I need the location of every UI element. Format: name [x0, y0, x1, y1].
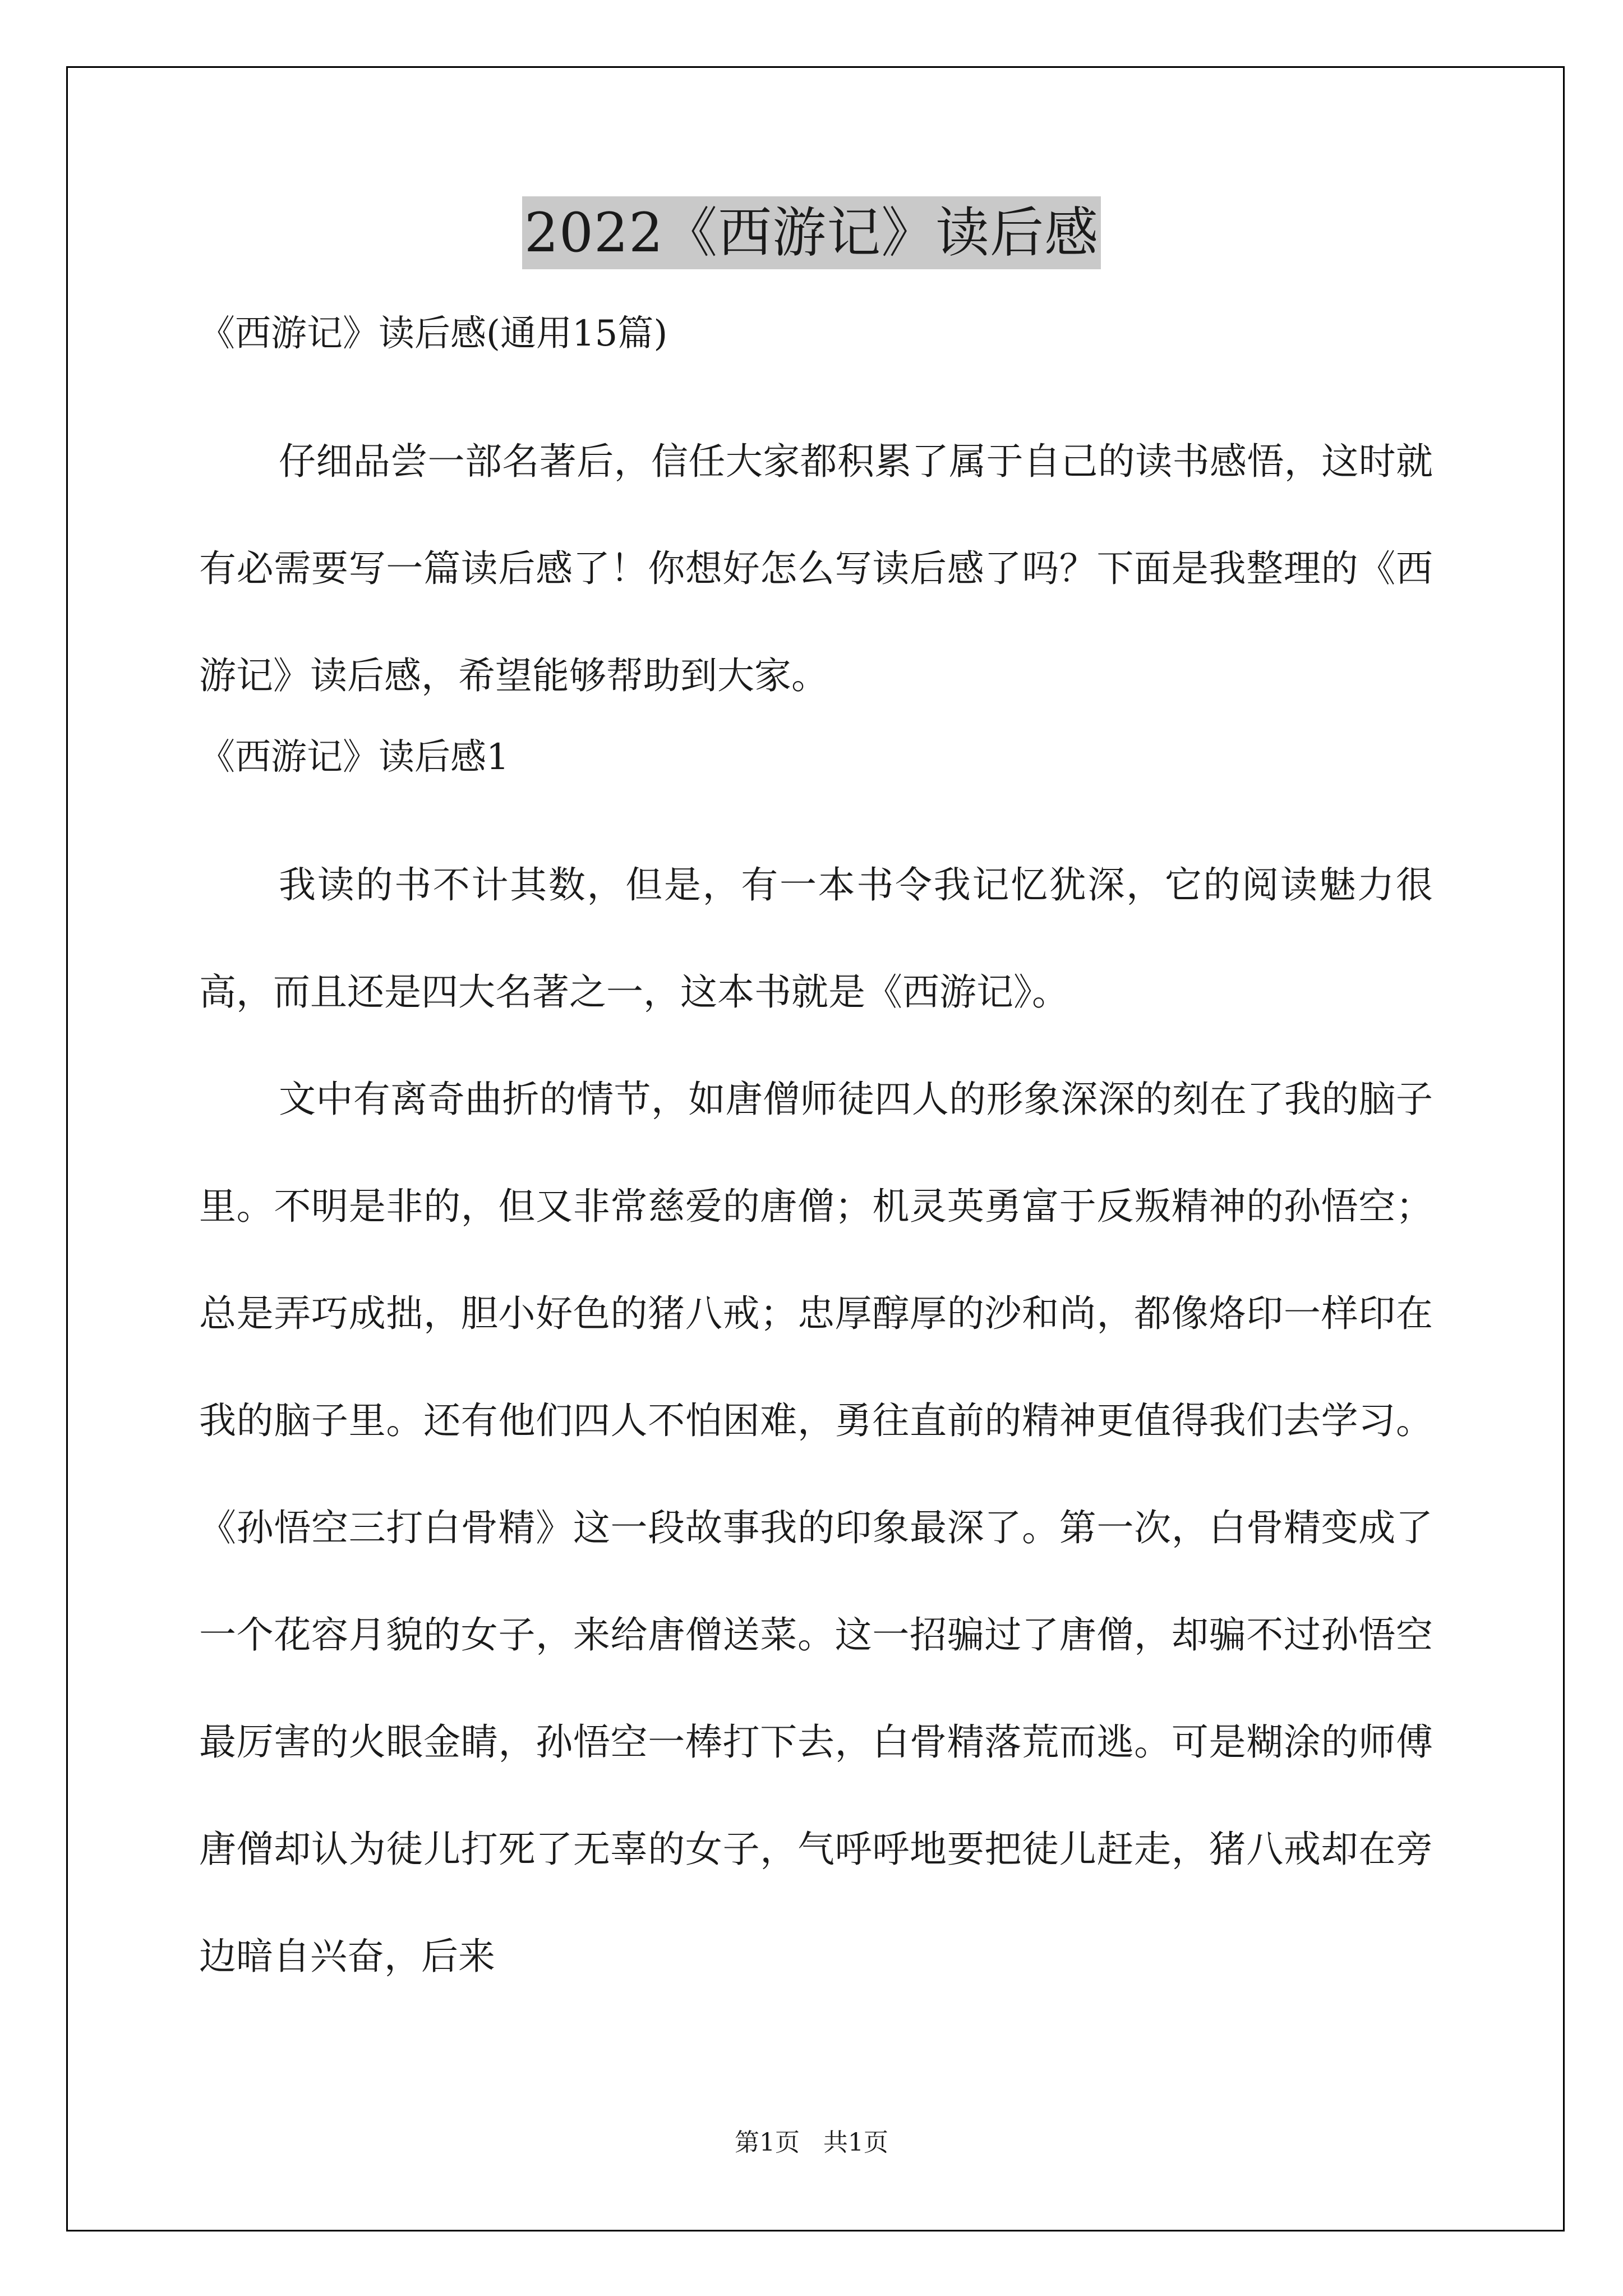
body-paragraph-1: 我读的书不计其数，但是，有一本书令我记忆犹深，它的阅读魅力很高，而且还是四大名著之一，这本书就是《西游记》。 [199, 863, 1433, 1014]
document-body [199, 306, 1433, 2010]
body-paragraph-2: 文中有离奇曲折的情节，如唐僧师徒四人的形象深深的刻在了我的脑子里。不明是非的，但又非常慈爱的唐僧；机灵英勇富于反叛精神的孙悟空；总是弄巧成拙，胆小好色的猪八戒；忠厚醇厚的沙和尚，都像烙印一样印在我的脑子里。还有他们四人不怕困难，勇往直前的精神更值得我们去学习。《孙悟空三打白骨精》这一段故事我的印象最深了。第一次，白骨精变成了一个花容月貌的女子，来给唐僧送菜。这一招骗过了唐僧，却骗不过孙悟空最厉害的火眼金睛，孙悟空一棒打下去，白骨精落荒而逃。可是糊涂的师傅唐僧却认为徒儿打死了无辜的女子，气呼呼地要把徒儿赶走，猪八戒却在旁边暗自兴奋，后来 [199, 1078, 1433, 1978]
section-heading: 《西游记》读后感1 [199, 737, 509, 778]
intro-paragraph: 仔细品尝一部名著后，信任大家都积累了属于自己的读书感悟，这时就有必需要写一篇读后感了！你想好怎么写读后感了吗？下面是我整理的《西游记》读后感，希望能够帮助到大家。 [199, 440, 1433, 697]
page-footer: 第1页 共1页 [735, 2128, 888, 2157]
document-title: 2022《西游记》读后感 [522, 196, 1101, 269]
title-container [0, 196, 1623, 269]
document-subtitle: 《西游记》读后感(通用15篇) [199, 313, 668, 355]
